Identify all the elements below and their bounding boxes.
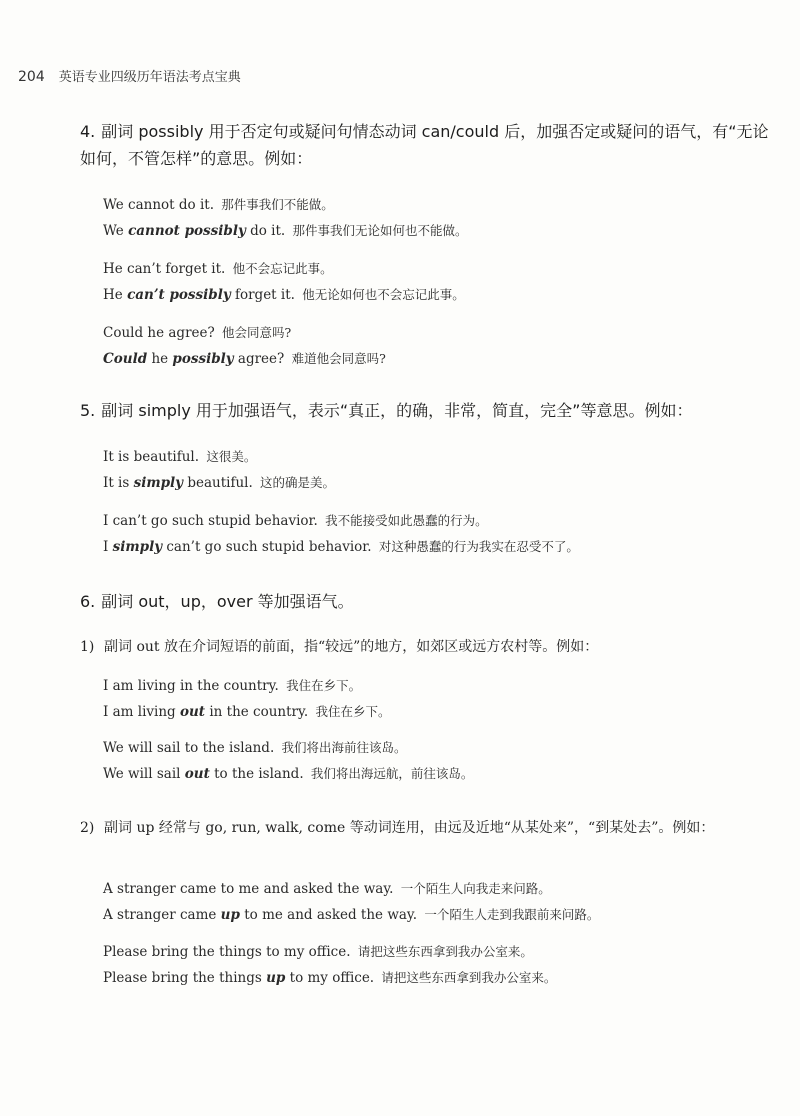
section-heading-4: 4. 副词 possibly 用于否定句或疑问句情态动词 can/could 后，加强否定或疑问的语气，有“无论如何，不管怎样”的意思。例如： bbox=[80, 122, 769, 168]
example-sentence-emphasized: I am living out in the country. 我住在乡下。 bbox=[103, 704, 391, 720]
example-sentence: I can’t go such stupid behavior. 我不能接受如此愚蠢的行为。 bbox=[103, 513, 488, 529]
example-sentence-emphasized: Please bring the things up to my office. 请把这些东西拿到我办公室来。 bbox=[103, 970, 557, 986]
example-sentence-emphasized: We will sail out to the island. 我们将出海远航，前往该岛。 bbox=[103, 766, 474, 782]
example-pair bbox=[103, 444, 783, 496]
subsection-1: 1) 副词 out 放在介词短语的前面，指“较远”的地方，如郊区或远方农村等。例如： bbox=[80, 639, 599, 655]
example-sentence: We cannot do it. 那件事我们不能做。 bbox=[103, 197, 334, 213]
example-sentence-emphasized: We cannot possibly do it. 那件事我们无论如何也不能做。 bbox=[103, 223, 468, 239]
example-sentence: I am living in the country. 我住在乡下。 bbox=[103, 678, 362, 694]
example-sentence-emphasized: He can’t possibly forget it. 他无论如何也不会忘记此事。 bbox=[103, 287, 465, 303]
example-sentence-emphasized: A stranger came up to me and asked the way. 一个陌生人走到我跟前来问路。 bbox=[103, 907, 600, 923]
example-sentence: Could he agree? 他会同意吗? bbox=[103, 325, 292, 341]
example-pair bbox=[103, 508, 783, 560]
example-pair bbox=[103, 192, 783, 244]
book-title: 英语专业四级历年语法考点宝典 bbox=[58, 70, 241, 85]
example-sentence: A stranger came to me and asked the way. 一个陌生人向我走来问路。 bbox=[103, 881, 551, 897]
example-pair bbox=[103, 673, 783, 725]
page-number: 204 bbox=[18, 69, 45, 85]
example-pair bbox=[103, 939, 783, 991]
example-sentence: We will sail to the island. 我们将出海前往该岛。 bbox=[103, 740, 407, 756]
example-sentence: He can’t forget it. 他不会忘记此事。 bbox=[103, 261, 333, 277]
example-sentence-emphasized: It is simply beautiful. 这的确是美。 bbox=[103, 475, 336, 491]
example-sentence: It is beautiful. 这很美。 bbox=[103, 449, 257, 465]
page-header bbox=[18, 66, 241, 85]
example-pair bbox=[103, 320, 783, 372]
example-pair bbox=[103, 735, 783, 787]
subsection-2: 2) 副词 up 经常与 go, run, walk, come 等动词连用，由远及近地“从某处来”，“到某处去”。例如： bbox=[80, 820, 715, 836]
example-sentence-emphasized: Could he possibly agree? 难道他会同意吗? bbox=[103, 351, 386, 367]
example-pair bbox=[103, 876, 783, 928]
example-sentence-emphasized: I simply can’t go such stupid behavior. 对这种愚蠢的行为我实在忍受不了。 bbox=[103, 539, 579, 555]
section-heading-5: 5. 副词 simply 用于加强语气，表示“真正，的确，非常，简直，完全”等意思。例如： bbox=[80, 401, 693, 420]
section-heading-6: 6. 副词 out，up，over 等加强语气。 bbox=[80, 592, 354, 611]
example-pair bbox=[103, 256, 783, 308]
example-sentence: Please bring the things to my office. 请把这些东西拿到我办公室来。 bbox=[103, 944, 533, 960]
